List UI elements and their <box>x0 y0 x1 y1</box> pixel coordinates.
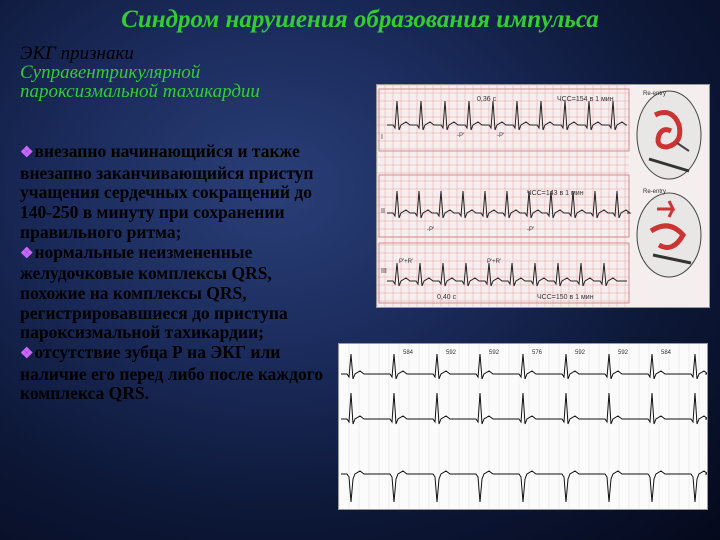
strip-interval-label: 584 <box>403 350 414 356</box>
ecg-strip-image <box>338 343 708 510</box>
bullet-text: внезапно начинающийся и также внезапно заканчивающийся приступ учащения сердечных сокращений до 140-250 в минуту при сохранении правильного ритма; <box>20 141 314 242</box>
ecg-row-box <box>379 175 629 237</box>
bullet-item <box>20 243 330 344</box>
diamond-bullet-icon: ❖ <box>20 245 34 262</box>
ecg-heart-rate: ЧСС=154 в 1 мин <box>557 96 614 103</box>
slide-title: Синдром нарушения образования импульса <box>121 6 599 33</box>
reentry-label: Re-entry <box>643 189 667 195</box>
ecg-strip-labels <box>403 350 672 356</box>
subtitle-line-3: пароксизмальной тахикардии <box>20 81 260 102</box>
ecg-trace-row-1 <box>387 101 627 130</box>
ecg-strip-trace-2 <box>341 393 707 424</box>
ecg-wave-label: P'+R' <box>399 259 414 265</box>
ecg-wave-label: -P' <box>457 133 465 139</box>
ecg-strip-svg <box>339 344 707 509</box>
ecg-wave-label: -P' <box>427 227 435 233</box>
ecg-wave-label: P'+R' <box>487 259 502 265</box>
reentry-diagram-top <box>637 91 701 179</box>
strip-interval-label: 592 <box>575 350 586 356</box>
ecg-trace-row-3 <box>387 263 627 286</box>
strip-interval-label: 592 <box>446 350 457 356</box>
ecg-row-roman: III <box>381 268 387 275</box>
ecg-strip-trace-1 <box>341 354 707 379</box>
ecg-interval: 0,40 с <box>437 294 457 301</box>
ecg-row-roman: I <box>381 134 383 141</box>
ecg-interval: 0,36 с <box>477 96 497 103</box>
ecg-wave-label: -P' <box>497 133 505 139</box>
reentry-diagram-bottom <box>637 189 701 277</box>
strip-interval-label: 592 <box>618 350 629 356</box>
reentry-label: Re-entry <box>643 91 667 97</box>
subtitle-line-2: Суправентрикулярной <box>20 62 201 83</box>
ecg-trace-row-2 <box>387 191 630 218</box>
strip-interval-label: 584 <box>661 350 672 356</box>
ecg-heart-rate: ЧСС=143 в 1 мин <box>527 190 584 197</box>
ecg-panel-image <box>376 84 710 308</box>
diamond-bullet-icon: ❖ <box>20 346 34 363</box>
strip-interval-label: 576 <box>532 350 543 356</box>
strip-interval-label: 592 <box>489 350 500 356</box>
subtitle-line-1: ЭКГ признаки <box>20 43 134 64</box>
ecg-grid <box>377 85 629 307</box>
ecg-row-roman: II <box>381 208 385 215</box>
bullet-list <box>20 142 330 404</box>
bullet-text: нормальные неизмененные желудочковые комплексы QRS, похожие на комплексы QRS, регистрировавшиеся до приступа пароксизмальной тахикардии; <box>20 241 288 343</box>
bullet-item <box>20 142 330 243</box>
slide-subtitle <box>20 44 340 101</box>
ecg-strip-trace-3 <box>341 471 707 502</box>
diamond-bullet-icon: ❖ <box>20 145 34 161</box>
ecg-panel-svg <box>377 85 709 307</box>
ecg-wave-label: -P' <box>527 227 535 233</box>
bullet-text: отсутствие зубца Р на ЭКГ или наличие его перед либо после каждого комплекса QRS. <box>20 342 323 404</box>
ecg-heart-rate: ЧСС=150 в 1 мин <box>537 294 594 301</box>
bullet-item <box>20 343 330 404</box>
